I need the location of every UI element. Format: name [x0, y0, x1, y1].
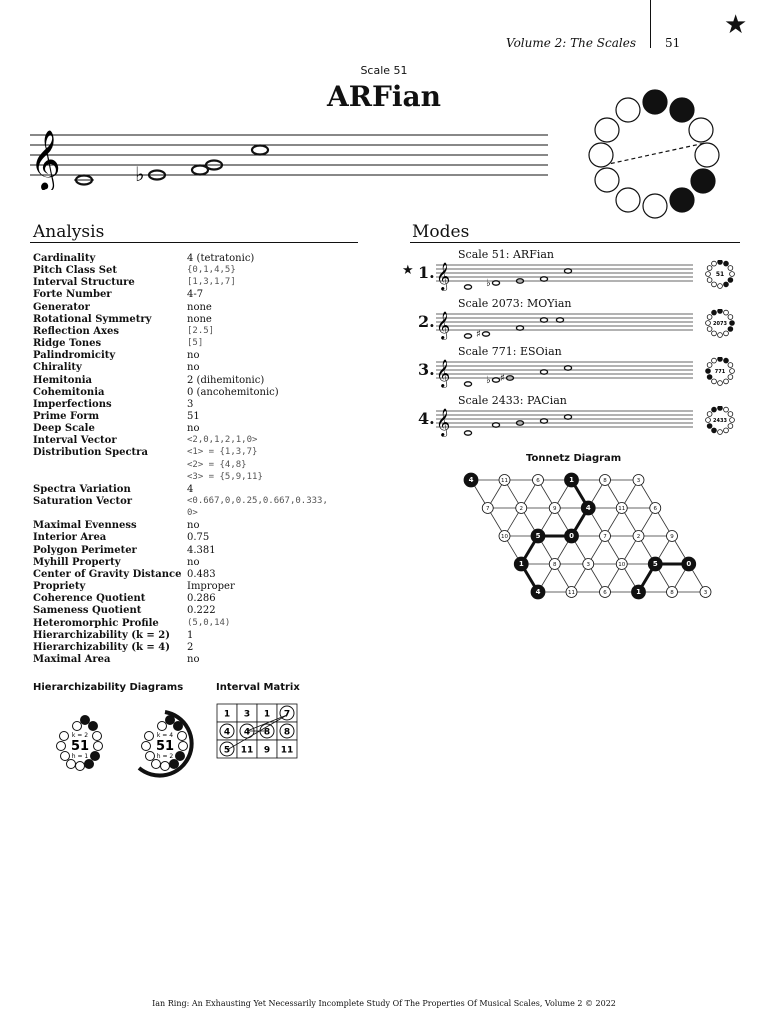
analysis-label: Polygon Perimeter	[33, 544, 137, 556]
analysis-label: Saturation Vector	[33, 496, 133, 507]
note	[492, 378, 499, 382]
analysis-value: 0.286	[187, 593, 216, 605]
tonnetz-label: 8	[670, 590, 674, 597]
matrix-cell: 4	[243, 727, 251, 738]
mode-number: 3.	[418, 360, 435, 379]
tonnetz-label: 4	[585, 504, 591, 513]
analysis-label: Center of Gravity Distance	[33, 568, 182, 580]
analysis-value: none	[187, 313, 212, 325]
note	[482, 331, 489, 335]
tonnetz-label: 3	[586, 562, 590, 569]
analysis-label: Imperfections	[33, 398, 112, 410]
tonnetz-label: 6	[536, 478, 540, 485]
analysis-value: (5,0,14)	[187, 617, 231, 628]
footer-citation: Ian Ring: An Exhausting Yet Necessarily Incomplete Study Of The Properties Of Musical Scales, Volume 2 © 2022	[152, 999, 616, 1008]
tonnetz-label: 9	[670, 534, 674, 541]
sharp-icon: ♯	[476, 328, 481, 340]
analysis-label: Hierarchizability (k = 2)	[33, 629, 170, 641]
matrix-cell: 1	[223, 709, 231, 720]
interval-matrix	[216, 703, 302, 763]
analysis-value: <2,0,1,2,1,0>	[187, 435, 258, 446]
analysis-value: <3> = {5,9,11}	[187, 471, 263, 482]
mode-badge	[706, 357, 735, 385]
analysis-label: Ridge Tones	[33, 338, 102, 350]
analysis-value: 0 (ancohemitonic)	[187, 386, 279, 398]
mode-number: 2.	[418, 311, 435, 331]
tonnetz-label: 6	[603, 590, 607, 597]
matrix-cell: 1	[263, 709, 271, 720]
analysis-label: Reflection Axes	[33, 325, 119, 337]
analysis-value: 0.75	[187, 532, 210, 544]
analysis-label: Palindromicity	[33, 350, 116, 362]
hier-number: 51	[70, 739, 90, 754]
analysis-value: 2	[187, 641, 194, 653]
mode-badge-number: 2073	[713, 320, 727, 327]
mode-staff	[436, 357, 736, 393]
analysis-label: Pitch Class Set	[33, 265, 117, 277]
flat-icon: ♭	[135, 162, 145, 186]
note	[540, 370, 547, 374]
analysis-label: Heteromorphic Profile	[33, 617, 159, 629]
interval-matrix-title: Interval Matrix	[216, 682, 300, 693]
mode-name: Scale 51: ARFian	[458, 248, 554, 261]
matrix-cell: 8	[283, 727, 291, 738]
mode-staff	[436, 309, 736, 345]
analysis-value: no	[187, 653, 200, 665]
matrix-cell: 9	[263, 745, 271, 756]
analysis-label: Maximal Area	[33, 653, 111, 665]
hier-h-label: h = 1	[71, 753, 89, 760]
flat-icon: ♭	[486, 278, 491, 289]
analysis-value: no	[187, 423, 200, 435]
star-icon: ★	[724, 10, 748, 40]
analysis-label: Prime Form	[33, 410, 100, 422]
analysis-label: Coherence Quotient	[33, 593, 146, 605]
mode-badge	[706, 406, 735, 434]
analysis-value: <0.667,0,0.25,0.667,0.333,	[187, 496, 328, 506]
analysis-label: Interior Area	[33, 532, 107, 544]
matrix-cell: 11	[280, 745, 294, 756]
matrix-cell: 7	[283, 709, 291, 720]
analysis-value: 4	[187, 483, 194, 495]
note	[492, 281, 499, 285]
matrix-cell: 11	[240, 745, 254, 756]
analysis-value: no	[187, 520, 200, 532]
analysis-value: <2> = {4,8}	[187, 459, 247, 470]
note	[464, 382, 471, 386]
note	[540, 317, 547, 321]
modes-title: Modes	[412, 222, 470, 242]
tonnetz-label: 0	[569, 532, 574, 541]
analysis-label: Rotational Symmetry	[33, 313, 152, 325]
matrix-cell: 8	[263, 727, 271, 738]
flat-icon: ♭	[486, 375, 491, 386]
hierarchizability-diagrams	[40, 708, 200, 780]
tonnetz-label: 3	[703, 590, 708, 597]
note	[464, 333, 471, 337]
treble-clef-icon: 𝄞	[436, 407, 451, 436]
treble-clef-icon: 𝄞	[30, 130, 61, 190]
analysis-value: {0,1,4,5}	[187, 265, 236, 276]
tonnetz-label: 1	[518, 560, 524, 569]
note	[564, 366, 571, 370]
analysis-value: no	[187, 556, 200, 568]
tonnetz-label: 11	[501, 478, 508, 485]
analysis-label: Myhill Property	[33, 556, 121, 568]
tonnetz-label: 1	[636, 588, 641, 597]
modes-divider	[410, 242, 740, 243]
analysis-label: Propriety	[33, 581, 86, 593]
tonnetz-label: 3	[636, 478, 641, 485]
mode-name: Scale 2433: PACian	[458, 393, 567, 407]
hier-number: 51	[155, 739, 175, 754]
tonnetz-label: 10	[501, 534, 508, 541]
hierarchizability-title: Hierarchizability Diagrams	[33, 682, 184, 693]
tonnetz-label: 5	[535, 532, 541, 541]
analysis-label: Spectra Variation	[33, 483, 131, 495]
analysis-value: 4 (tetratonic)	[187, 253, 255, 264]
tonnetz-label: 0	[686, 560, 692, 569]
analysis-value: 51	[187, 410, 200, 422]
analysis-label: Interval Structure	[33, 277, 135, 289]
pitch-class-circle	[585, 85, 725, 220]
scale-name: ARFian	[326, 80, 441, 113]
note	[556, 317, 563, 321]
sharp-icon: ♯	[500, 373, 505, 384]
analysis-label: Chirality	[33, 362, 82, 374]
note	[540, 277, 547, 281]
mode-badge-number: 2433	[713, 417, 727, 424]
analysis-value: no	[187, 362, 200, 374]
tonnetz-label: 1	[569, 476, 574, 485]
mode-staff	[436, 406, 736, 442]
analysis-value: no	[187, 350, 200, 362]
scale-label: Scale 51	[360, 64, 408, 77]
note	[464, 285, 471, 289]
note	[492, 422, 499, 426]
note	[464, 430, 471, 434]
analysis-value: [1,3,1,7]	[187, 277, 236, 288]
tonnetz-label: 8	[553, 562, 557, 569]
analysis-label: Cohemitonia	[33, 386, 105, 398]
analysis-title: Analysis	[33, 222, 105, 242]
analysis-value: 3	[187, 398, 194, 410]
analysis-value: 4.381	[187, 544, 216, 556]
analysis-value: none	[187, 301, 212, 313]
note	[540, 418, 547, 422]
treble-clef-icon: 𝄞	[436, 310, 451, 339]
analysis-value: <1> = {1,3,7}	[187, 447, 258, 458]
mode-number: 4.	[418, 408, 435, 428]
mode-number: 1.	[418, 263, 435, 282]
analysis-value: 4-7	[187, 289, 204, 301]
treble-clef-icon: 𝄞	[436, 359, 451, 387]
analysis-label: Generator	[33, 301, 90, 313]
note	[516, 325, 523, 329]
note-c2	[252, 146, 268, 155]
mode-name: Scale 771: ESOian	[458, 345, 562, 358]
tonnetz-diagram	[455, 470, 720, 600]
tonnetz-label: 7	[603, 534, 607, 541]
star-icon: ★	[402, 263, 414, 278]
tonnetz-title: Tonnetz Diagram	[526, 453, 622, 464]
mode-badge	[706, 309, 735, 337]
analysis-label: Hemitonia	[33, 374, 93, 386]
volume-title: Volume 2: The Scales	[506, 36, 636, 50]
tonnetz-label: 2	[519, 506, 523, 513]
tonnetz-label: 8	[603, 478, 607, 485]
analysis-label: Sameness Quotient	[33, 605, 142, 617]
analysis-label: Interval Vector	[33, 435, 117, 447]
analysis-value: [2.5]	[187, 325, 215, 336]
matrix-cell: 4	[223, 727, 231, 738]
hier-k-label: k = 2	[71, 732, 89, 739]
tonnetz-label: 4	[535, 588, 541, 597]
analysis-divider	[30, 242, 358, 243]
hier-h-label: h = 2	[156, 753, 174, 760]
tonnetz-label: 5	[652, 560, 658, 569]
analysis-label: Distribution Spectra	[33, 447, 148, 459]
page-number: 51	[665, 36, 681, 50]
analysis-value: 0>	[187, 508, 198, 519]
mode-badge-number: 771	[714, 369, 726, 375]
analysis-label: Hierarchizability (k = 4)	[33, 641, 170, 653]
analysis-label: Maximal Evenness	[33, 520, 137, 532]
tonnetz-label: 7	[486, 506, 490, 513]
mode-badge	[706, 260, 735, 288]
analysis-value: 0.483	[187, 568, 216, 580]
note	[564, 269, 571, 273]
analysis-label: Deep Scale	[33, 423, 95, 435]
mode-name: Scale 2073: MOYian	[458, 296, 572, 310]
mode-staff	[436, 260, 736, 296]
matrix-cell: 3	[243, 709, 251, 720]
tonnetz-label: 11	[568, 590, 575, 597]
analysis-value: 1	[187, 629, 194, 641]
header-divider	[650, 0, 651, 48]
analysis-label: Forte Number	[33, 289, 112, 301]
hier-k-label: k = 4	[156, 732, 174, 739]
matrix-cell: 5	[223, 745, 231, 756]
analysis-value: [5]	[187, 338, 204, 349]
tonnetz-label: 6	[653, 506, 657, 513]
analysis-label: Cardinality	[33, 253, 96, 264]
note	[564, 414, 571, 418]
tonnetz-label: 11	[618, 506, 626, 513]
mode-badge-number: 51	[715, 271, 725, 278]
analysis-value: Improper	[187, 581, 235, 593]
tonnetz-label: 2	[636, 534, 641, 541]
tonnetz-label: 4	[468, 476, 474, 485]
treble-clef-icon: 𝄞	[436, 262, 451, 290]
main-staff	[30, 115, 550, 190]
tonnetz-label: 10	[618, 562, 626, 569]
analysis-value: 0.222	[187, 605, 216, 617]
analysis-value: 2 (dihemitonic)	[187, 374, 265, 386]
tonnetz-label: 9	[553, 506, 557, 513]
